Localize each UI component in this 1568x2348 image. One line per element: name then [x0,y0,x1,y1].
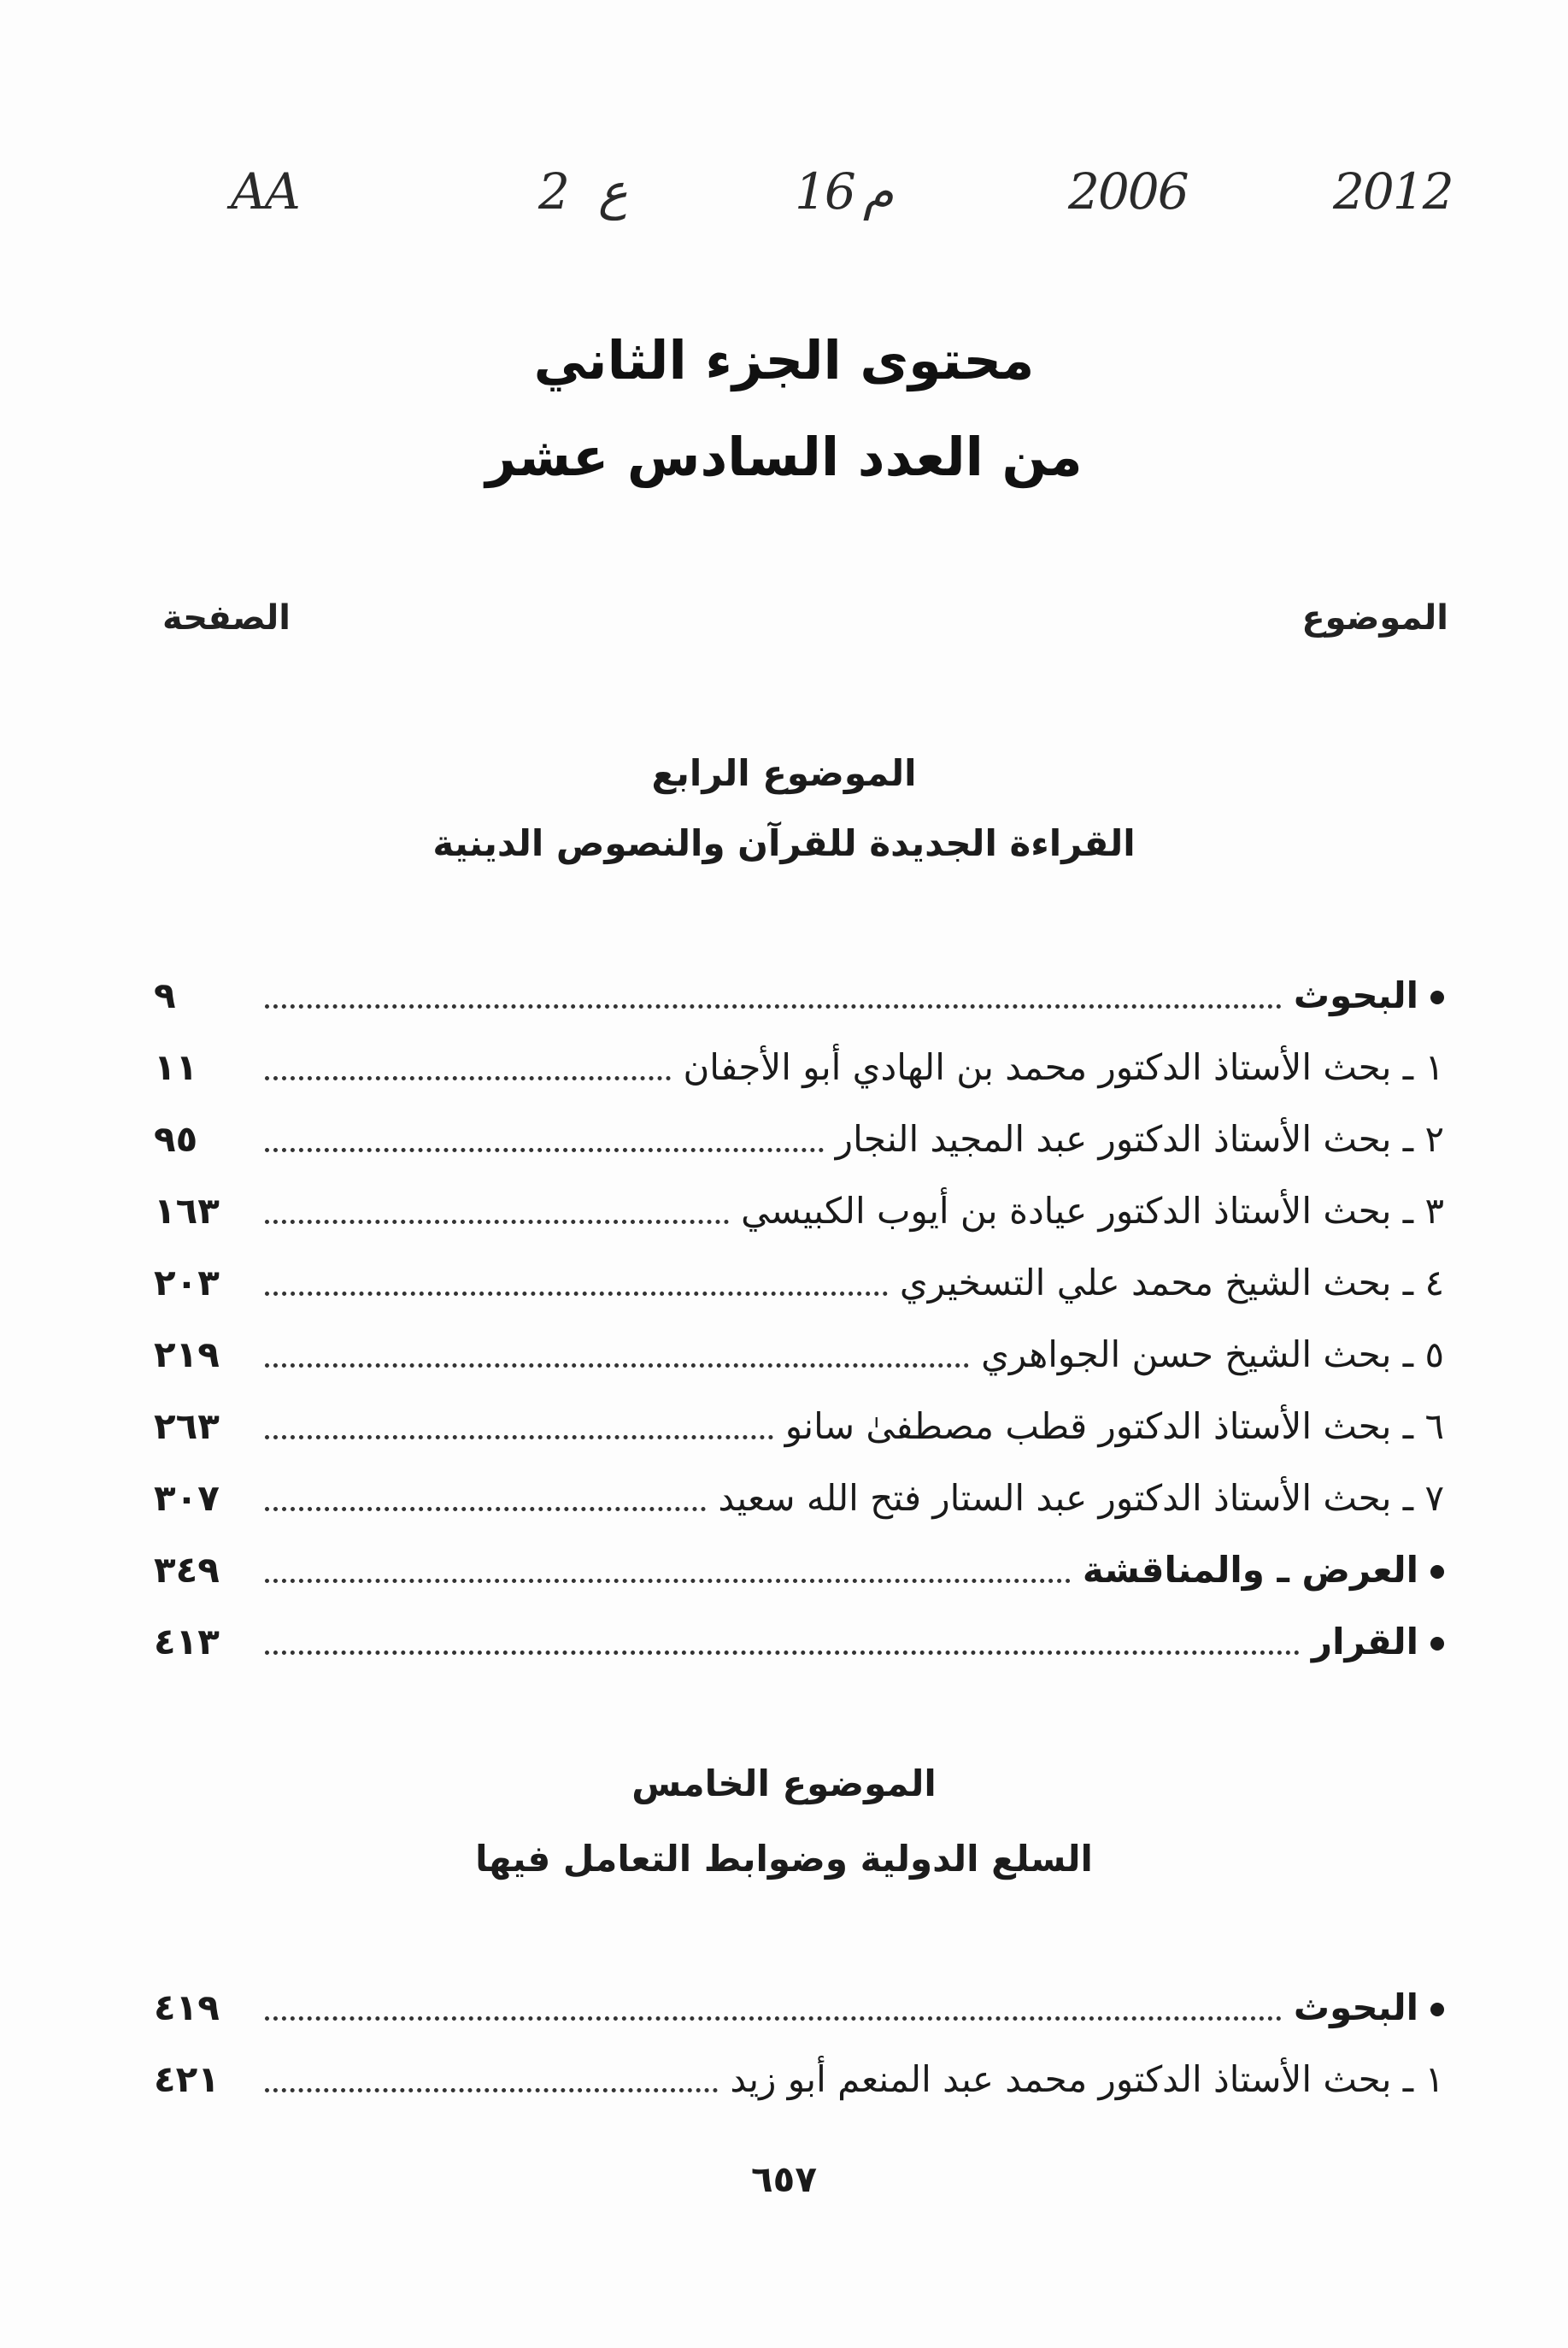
toc-entry-page: ٢٠٣ [154,1261,220,1303]
handwritten-annotation [231,162,1478,248]
toc-entry[interactable] [154,2043,1444,2115]
toc-entry-page: ٤١٣ [154,1620,220,1662]
dot-leader [265,1507,706,1511]
toc-entry-label: ٣ ـ بحث الأستاذ الدكتور عيادة بن أيوب الكبيسي [741,1189,1444,1232]
toc-entry-label: القرار [1311,1620,1418,1662]
page-number: ٦٥٧ [751,2158,817,2200]
toc-entry-label: البحوث [1293,974,1418,1016]
toc-list-section-4 [154,959,1444,1677]
toc-entry-page: ١١ [154,1045,198,1088]
section-subtitle-4: القراءة الجديدة للقرآن والنصوص الدينية [432,822,1136,864]
dot-leader [265,2088,718,2092]
toc-entry[interactable] [154,1462,1444,1533]
toc-entry-page: ٩ [154,974,176,1016]
toc-entry-label: ١ ـ بحث الأستاذ الدكتور محمد عبد المنعم أبو زيد [730,2057,1444,2100]
bullet-icon [1430,991,1444,1004]
handwritten-note-2012: 2012 [1333,162,1453,221]
dot-leader [265,1220,729,1224]
toc-entry-label: ١ ـ بحث الأستاذ الدكتور محمد بن الهادي أبو الأجفان [683,1045,1444,1088]
toc-entry-label: ٦ ـ بحث الأستاذ الدكتور قطب مصطفىٰ سانو [784,1404,1444,1447]
handwritten-note-aa: AA [231,162,299,221]
page-subtitle: من العدد السادس عشر [485,426,1083,488]
toc-entry[interactable] [154,1605,1444,1677]
toc-entry[interactable] [154,1390,1444,1462]
section-title-4: الموضوع الرابع [651,752,917,794]
column-header-page: الصفحة [162,598,291,638]
dot-leader [265,1651,1300,1655]
bullet-icon [1430,1637,1444,1651]
toc-entry[interactable] [154,1246,1444,1318]
toc-entry[interactable] [154,1103,1444,1174]
toc-entry-page: ٣٤٩ [154,1548,220,1591]
toc-entry[interactable] [154,1533,1444,1605]
toc-entry-page: ٢١٩ [154,1333,220,1375]
handwritten-note-ain: ع [598,162,628,221]
dot-leader [265,1435,773,1439]
section-title-5: الموضوع الخامس [631,1762,937,1804]
bullet-icon [1430,1565,1444,1579]
handwritten-note-mim: م [863,162,894,221]
toc-entry[interactable] [154,1174,1444,1246]
toc-entry[interactable] [154,1031,1444,1103]
dot-leader [265,1292,888,1296]
toc-entry-label: العرض ـ والمناقشة [1082,1548,1418,1591]
toc-entry-page: ٤٢١ [154,2057,220,2100]
toc-entry-page: ٤١٩ [154,1986,220,2028]
toc-list-section-5 [154,1971,1444,2115]
toc-entry[interactable] [154,1971,1444,2043]
dot-leader [265,1076,671,1080]
handwritten-note-16: 16 [795,162,854,221]
toc-entry-label: ٤ ـ بحث الشيخ محمد علي التسخيري [899,1261,1444,1303]
page-title: محتوى الجزء الثاني [533,329,1035,391]
dot-leader [265,1579,1071,1583]
bullet-icon [1430,2003,1444,2016]
handwritten-note-2006: 2006 [1068,162,1188,221]
toc-entry-label: ٧ ـ بحث الأستاذ الدكتور عبد الستار فتح الله سعيد [718,1476,1444,1519]
bleed-through-text [145,0,1487,598]
toc-entry[interactable] [154,959,1444,1031]
column-header-topic: الموضوع [1301,598,1448,638]
toc-entry-label: ٢ ـ بحث الأستاذ الدكتور عبد المجيد النجار [835,1117,1444,1160]
toc-entry-label: البحوث [1293,1986,1418,2028]
toc-entry-page: ١٦٣ [154,1189,220,1232]
toc-entry[interactable] [154,1318,1444,1390]
toc-entry-page: ٣٠٧ [154,1476,220,1519]
toc-entry-page: ٩٥ [154,1117,198,1160]
toc-entry-label: ٥ ـ بحث الشيخ حسن الجواهري [981,1333,1444,1375]
dot-leader [265,1004,1282,1009]
handwritten-note-2: 2 [538,162,568,221]
section-subtitle-5: السلع الدولية وضوابط التعامل فيها [475,1838,1093,1880]
dot-leader [265,1363,969,1368]
toc-entry-page: ٢٦٣ [154,1404,220,1447]
dot-leader [265,2016,1282,2021]
dot-leader [265,1148,824,1152]
